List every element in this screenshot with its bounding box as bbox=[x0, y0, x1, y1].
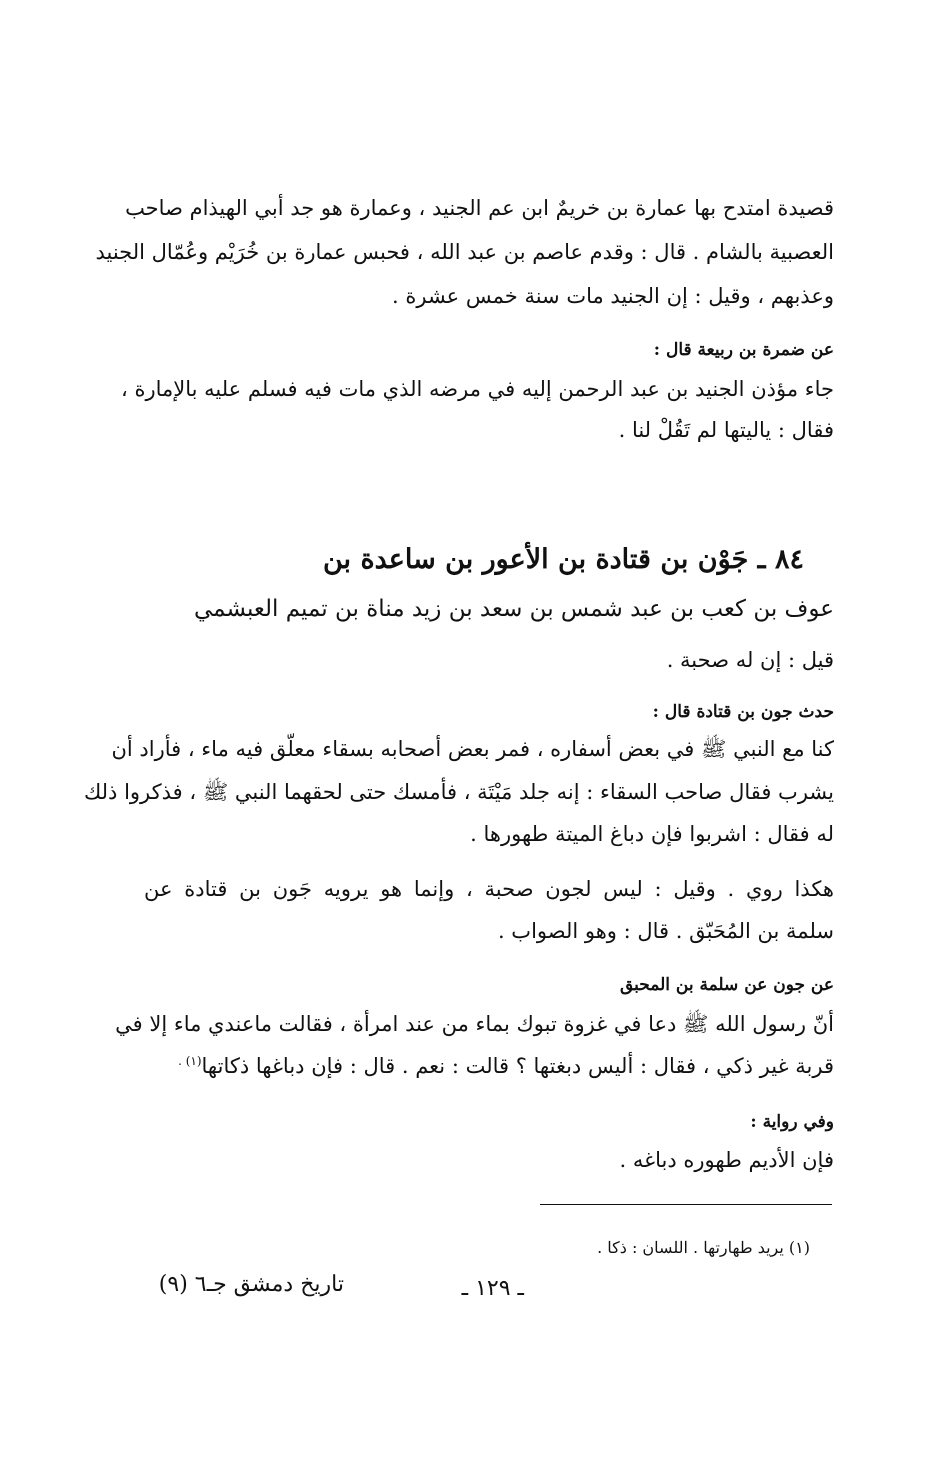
narration-1-heading: عن ضمرة بن ربيعة قال : bbox=[653, 340, 834, 360]
narration-4-heading: وفي رواية : bbox=[750, 1112, 834, 1132]
narration-2-line-3: له فقال : اشربوا فإن دباغ الميتة طهورها . bbox=[470, 822, 834, 846]
book-reference: تاريخ دمشق جـ٦ (٩) bbox=[158, 1272, 344, 1297]
remark-line-2: سلمة بن المُحَبّق . قال : وهو الصواب . bbox=[497, 919, 834, 943]
remark-line-1: هكذا روي . وقيل : ليس لجون صحبة ، وإنما هو يرويه جَون بن قتادة عن bbox=[144, 877, 834, 901]
narration-1-line-1: جاء مؤذن الجنيد بن عبد الرحمن إليه في مرضه الذي مات فيه فسلم عليه بالإمارة ، bbox=[121, 377, 834, 401]
footnote-divider bbox=[540, 1204, 832, 1205]
footnote-text: (١) يريد طهارتها . اللسان : ذكا . bbox=[597, 1238, 810, 1257]
intro-line-1: قصيدة امتدح بها عمارة بن خريمٌ ابن عم الجنيد ، وعمارة هو جد أبي الهيذام صاحب bbox=[125, 196, 834, 220]
narration-2-heading: حدث جون بن قتادة قال : bbox=[652, 702, 834, 722]
narration-1-line-2: فقال : ياليتها لم تَقُلْ لنا . bbox=[618, 418, 834, 442]
narration-3-line-2 bbox=[144, 1054, 834, 1079]
narration-2-line-2: يشرب فقال صاحب السقاء : إنه جلد مَيْتَة ، فأمسك حتى لحقهما النبي ﷺ ، فذكروا ذلك bbox=[83, 780, 834, 804]
footnote-marker: (١) . bbox=[178, 1054, 202, 1068]
narration-4-line-1: فإن الأديم طهوره دباغه . bbox=[619, 1148, 834, 1172]
entry-title: ٨٤ ـ جَوْن بن قتادة بن الأعور بن ساعدة بن bbox=[323, 544, 804, 575]
intro-line-3: وعذبهم ، وقيل : إن الجنيد مات سنة خمس عشرة . bbox=[392, 284, 834, 308]
narration-3-heading: عن جون عن سلمة بن المحبق bbox=[619, 975, 834, 995]
page-number: ـ ١٢٩ ـ bbox=[461, 1276, 524, 1301]
entry-note: قيل : إن له صحبة . bbox=[666, 648, 834, 672]
narration-2-line-1: كنا مع النبي ﷺ في بعض أسفاره ، فمر بعض أصحابه بسقاء معلّق فيه ماء ، فأراد أن bbox=[111, 737, 834, 761]
entry-subtitle: عوف بن كعب بن عبد شمس بن سعد بن زيد مناة بن تميم العبشمي bbox=[193, 596, 834, 622]
intro-line-2: العصبية بالشام . قال : وقدم عاصم بن عبد الله ، فحبس عمارة بن خُرَيْم وعُمّال الجنيد bbox=[95, 240, 834, 264]
narration-3-line-2-text: قربة غير ذكي ، فقال : أليس دبغتها ؟ قالت : نعم . قال : فإن دباغها ذكاتها bbox=[201, 1054, 834, 1078]
narration-3-line-1: أنّ رسول الله ﷺ دعا في غزوة تبوك بماء من عند امرأة ، فقالت ماعندي ماء إلا في bbox=[115, 1012, 834, 1036]
